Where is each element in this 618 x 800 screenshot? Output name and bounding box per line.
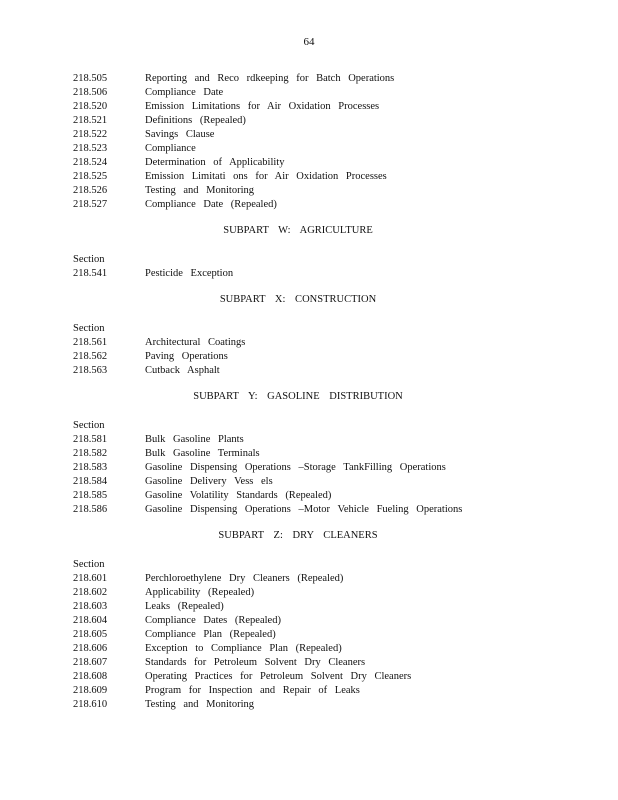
section-title: Savings Clause	[145, 129, 215, 140]
subpart-z	[73, 529, 593, 712]
section-number: 218.527	[73, 199, 108, 210]
section-number: 218.606	[73, 643, 108, 654]
section-title: Cutback Asphalt	[145, 365, 220, 376]
list-item	[73, 642, 593, 656]
section-title: Definitions (Repealed)	[145, 115, 246, 126]
section-number: 218.604	[73, 615, 108, 626]
section-title: Bulk Gasoline Plants	[145, 434, 244, 445]
section-label: Section	[73, 420, 105, 431]
list-item	[73, 170, 593, 184]
section-title: Compliance Date	[145, 87, 224, 98]
section-number: 218.520	[73, 101, 108, 112]
subpart-heading: SUBPART X: CONSTRUCTION	[219, 294, 377, 305]
list-item	[73, 350, 593, 364]
section-title: Leaks (Repealed)	[145, 601, 224, 612]
list-item	[73, 142, 593, 156]
list-item	[73, 503, 593, 517]
intro-section-list	[73, 72, 593, 212]
section-number: 218.524	[73, 157, 108, 168]
list-item	[73, 628, 593, 642]
list-item	[73, 461, 593, 475]
section-number: 218.603	[73, 601, 108, 612]
section-title: Standards for Petroleum Solvent Dry Cleaners	[145, 657, 366, 668]
section-title: Program for Inspection and Repair of Leaks	[145, 685, 360, 696]
list-item	[73, 86, 593, 100]
section-title: Architectural Coatings	[145, 337, 246, 348]
list-item	[73, 100, 593, 114]
section-number: 218.608	[73, 671, 108, 682]
section-number: 218.601	[73, 573, 108, 584]
section-number: 218.607	[73, 657, 108, 668]
list-item	[73, 670, 593, 684]
section-title: Reporting and Reco rdkeeping for Batch Operations	[145, 73, 395, 84]
list-item	[73, 267, 593, 281]
section-number: 218.602	[73, 587, 108, 598]
list-item	[73, 198, 593, 212]
list-item	[73, 156, 593, 170]
section-number: 218.585	[73, 490, 108, 501]
section-title: Pesticide Exception	[145, 268, 234, 279]
subpart-x	[73, 293, 593, 378]
section-number: 218.584	[73, 476, 108, 487]
list-item	[73, 489, 593, 503]
section-number: 218.523	[73, 143, 108, 154]
list-item	[73, 586, 593, 600]
subpart-heading: SUBPART Y: GASOLINE DISTRIBUTION	[193, 391, 403, 402]
section-title: Compliance Dates (Repealed)	[145, 615, 281, 626]
list-item	[73, 698, 593, 712]
section-title: Paving Operations	[145, 351, 228, 362]
section-number: 218.521	[73, 115, 108, 126]
section-title: Gasoline Dispensing Operations –Motor Vehicle Fueling Operations	[145, 504, 463, 515]
section-number: 218.526	[73, 185, 108, 196]
section-title: Exception to Compliance Plan (Repealed)	[145, 643, 342, 654]
list-item	[73, 433, 593, 447]
section-title: Determination of Applicability	[145, 157, 285, 168]
section-title: Testing and Monitoring	[145, 185, 255, 196]
section-number: 218.506	[73, 87, 108, 98]
section-title: Compliance Plan (Repealed)	[145, 629, 276, 640]
list-item	[73, 475, 593, 489]
list-item	[73, 656, 593, 670]
list-item	[73, 336, 593, 350]
list-item	[73, 114, 593, 128]
section-title: Gasoline Delivery Vess els	[145, 476, 273, 487]
section-title: Emission Limitati ons for Air Oxidation Processes	[145, 171, 387, 182]
section-number: 218.563	[73, 365, 108, 376]
section-number: 218.505	[73, 73, 108, 84]
section-number: 218.605	[73, 629, 108, 640]
section-number: 218.609	[73, 685, 108, 696]
section-title: Perchloroethylene Dry Cleaners (Repealed)	[145, 573, 344, 584]
section-label: Section	[73, 559, 105, 570]
list-item	[73, 72, 593, 86]
section-number: 218.562	[73, 351, 108, 362]
section-title: Gasoline Dispensing Operations –Storage TankFilling Operations	[145, 462, 446, 473]
section-number: 218.525	[73, 171, 108, 182]
list-item	[73, 600, 593, 614]
subpart-heading: SUBPART W: AGRICULTURE	[223, 225, 373, 236]
section-number: 218.561	[73, 337, 108, 348]
section-number: 218.583	[73, 462, 108, 473]
table-of-contents	[73, 72, 593, 712]
list-item	[73, 364, 593, 378]
section-title: Gasoline Volatility Standards (Repealed)	[145, 490, 332, 501]
section-title: Compliance Date (Repealed)	[145, 199, 277, 210]
list-item	[73, 614, 593, 628]
list-item	[73, 447, 593, 461]
page-number: 64	[303, 36, 315, 48]
list-item	[73, 128, 593, 142]
section-number: 218.582	[73, 448, 108, 459]
section-title: Operating Practices for Petroleum Solvent Dry Cleaners	[145, 671, 412, 682]
subpart-heading: SUBPART Z: DRY CLEANERS	[218, 530, 378, 541]
list-item	[73, 184, 593, 198]
section-label: Section	[73, 254, 105, 265]
subpart-y	[73, 390, 593, 517]
section-title: Applicability (Repealed)	[145, 587, 255, 598]
section-title: Emission Limitations for Air Oxidation Processes	[145, 101, 380, 112]
list-item	[73, 684, 593, 698]
section-number: 218.541	[73, 268, 108, 279]
section-title: Compliance	[145, 143, 196, 154]
section-title: Bulk Gasoline Terminals	[145, 448, 260, 459]
subpart-w	[73, 224, 593, 281]
section-number: 218.581	[73, 434, 108, 445]
section-number: 218.522	[73, 129, 108, 140]
section-title: Testing and Monitoring	[145, 699, 255, 710]
section-label: Section	[73, 323, 105, 334]
section-number: 218.610	[73, 699, 108, 710]
list-item	[73, 572, 593, 586]
section-number: 218.586	[73, 504, 108, 515]
